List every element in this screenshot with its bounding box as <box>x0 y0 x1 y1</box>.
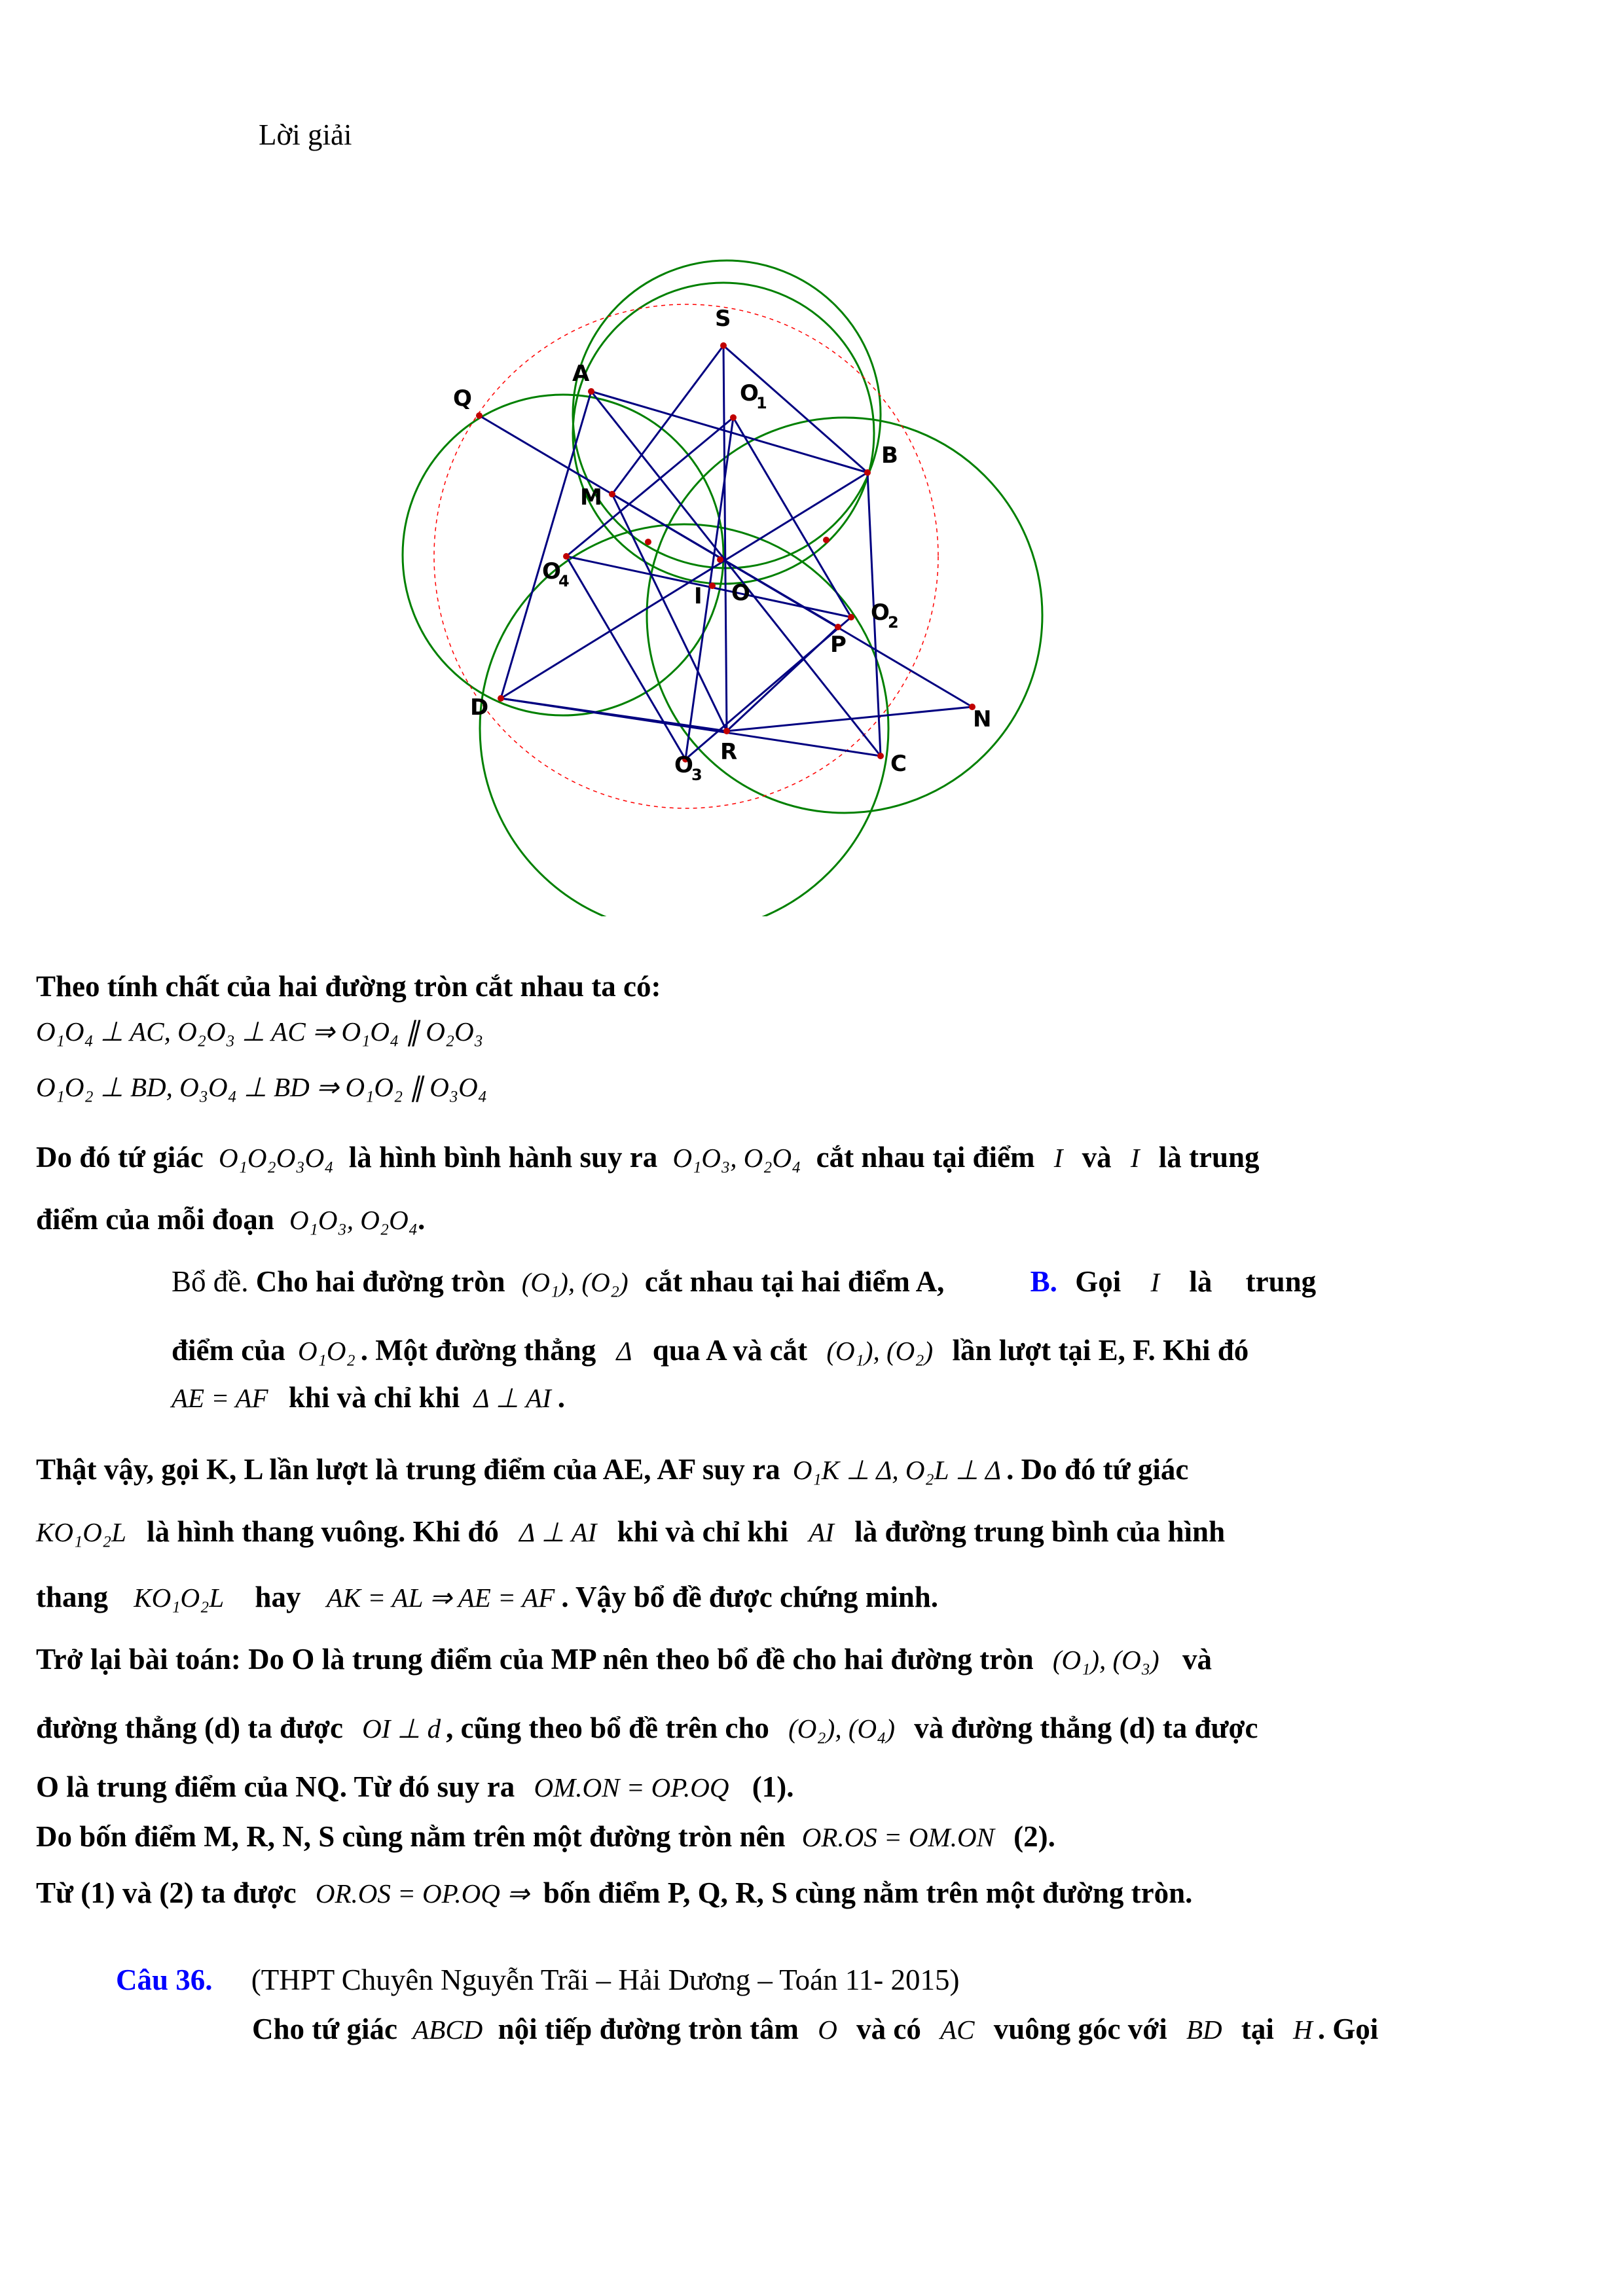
circle-o4 <box>403 395 723 715</box>
segment-sb <box>723 346 867 473</box>
math-o1o3-o2o4: O₁O₃, O₂O₄ <box>672 1143 801 1173</box>
formula-1: O₁O₄ ⊥ AC, O₂O₃ ⊥ AC ⇒ O₁O₄ ∥ O₂O₃ <box>36 1016 483 1047</box>
label-o1: O <box>740 380 759 406</box>
question-line-1: Cho tứ giác ABCD nội tiếp đường tròn tâm O và có AC vuông góc với BD tại H . Gọi <box>252 2013 1379 2045</box>
formula-2: O₁O₂ ⊥ BD, O₃O₄ ⊥ BD ⇒ O₁O₂ ∥ O₃O₄ <box>36 1072 487 1102</box>
label-i: I <box>694 583 702 609</box>
label-a: A <box>572 361 590 387</box>
question-number: Câu 36. <box>116 1964 213 1996</box>
segment-rp <box>727 627 838 731</box>
return-line-2: đường thẳng (d) ta được OI ⊥ d , cũng theo bổ đề trên cho (O₂), (O₄) và đường thẳng (d) ta được <box>36 1712 1258 1744</box>
segment-mr <box>612 494 727 731</box>
proof-line-1: Thật vậy, gọi K, L lần lượt là trung điểm của AE, AF suy ra O₁K ⊥ Δ, O₂L ⊥ Δ . Do đó tứ giác <box>36 1453 1189 1486</box>
label-b: B <box>881 442 898 469</box>
return-line-5: Từ (1) và (2) ta được OR.OS = OP.OQ ⇒ bốn điểm P, Q, R, S cùng nằm trên một đường tròn. <box>36 1876 1193 1909</box>
diagonal-bd <box>501 473 867 698</box>
label-o1-sub: 1 <box>756 394 767 412</box>
label-o3-sub: 3 <box>691 766 702 784</box>
question-source: (THPT Chuyên Nguyễn Trãi – Hải Dương – Toán 11- 2015) <box>251 1964 960 1996</box>
label-o4: O <box>542 558 561 584</box>
label-o: O <box>731 580 750 606</box>
label-o3: O <box>674 752 693 778</box>
label-p: P <box>830 632 847 658</box>
label-d: D <box>470 694 489 721</box>
label-s: S <box>715 306 731 332</box>
label-m: M <box>580 484 602 511</box>
return-line-3: O là trung điểm của NQ. Từ đó suy ra OM.ON = OP.OQ (1). <box>36 1770 794 1803</box>
paragraph-2: Do đó tứ giác O₁O₂O₃O₄ là hình bình hành suy ra O₁O₃, O₂O₄ cắt nhau tại điểm I và I là trung <box>36 1141 1260 1174</box>
label-q: Q <box>453 386 472 412</box>
label-o2: O <box>871 600 890 626</box>
proof-line-3: thang KO₁O₂L hay AK = AL ⇒ AE = AF . Vậy bổ đề được chứng minh. <box>36 1581 939 1613</box>
paragraph-1: Theo tính chất của hai đường tròn cắt nhau ta có: <box>36 970 661 1003</box>
geometry-figure <box>380 255 1067 916</box>
lemma-line-1: Bổ đề. Cho hai đường tròn (O₁), (O₂) cắt nhau tại hai điểm A, B. Gọi I là trung <box>172 1265 1317 1298</box>
return-line-4: Do bốn điểm M, R, N, S cùng nằm trên một đường tròn nên OR.OS = OM.ON (2). <box>36 1820 1055 1853</box>
label-o4-sub: 4 <box>558 572 570 590</box>
segment-rn <box>727 707 972 731</box>
label-r: R <box>720 739 738 765</box>
return-line-1: Trở lại bài toán: Do O là trung điểm của MP nên theo bổ đề cho hai đường tròn (O₁), (O₃) và <box>36 1643 1212 1676</box>
question-header <box>116 1960 959 2000</box>
paragraph-3: điểm của mỗi đoạn O₁O₃, O₂O₄. <box>36 1203 426 1236</box>
label-o2-sub: 2 <box>888 613 899 632</box>
math-o1o2o3o4: O₁O₂O₃O₄ <box>219 1143 334 1173</box>
solution-heading: Lời giải <box>259 118 352 151</box>
lemma-line-2: điểm của O₁O₂ . Một đường thẳng Δ qua A và cắt (O₁), (O₂) lần lượt tại E, F. Khi đó <box>172 1334 1249 1367</box>
segment-sr <box>723 346 727 731</box>
lemma-line-3: AE = AF khi và chỉ khi Δ ⊥ AI . <box>172 1381 565 1414</box>
proof-line-2: KO₁O₂L là hình thang vuông. Khi đó Δ ⊥ AI khi và chỉ khi AI là đường trung bình của hình <box>36 1515 1226 1548</box>
label-n: N <box>973 706 992 732</box>
label-c: C <box>890 751 907 777</box>
